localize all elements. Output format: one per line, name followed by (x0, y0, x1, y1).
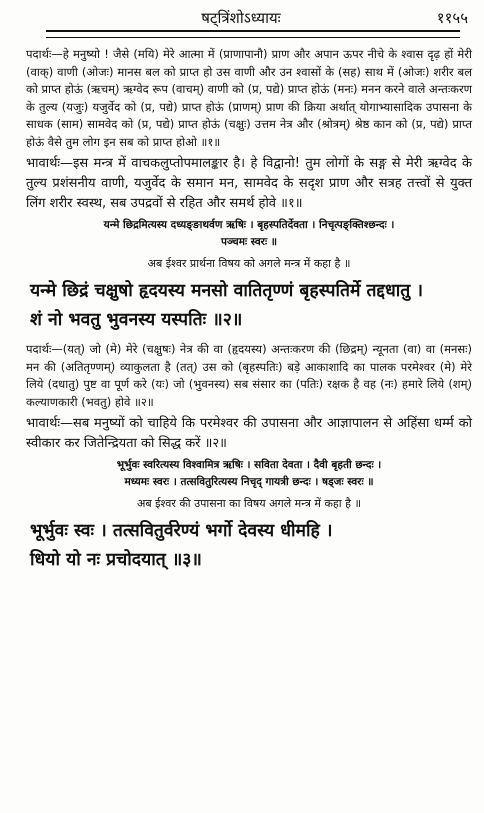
header-rule (46, 30, 460, 38)
mantra-2-line-1: यन्मे छिद्रं चक्षुषो हृदयस्य मनसो वातितृण्णं बृहस्पतिर्मे तद्दधातु । (30, 281, 423, 301)
padartha-mantra-2: पदार्थः—(यत्) जो (मे) मेरे (चक्षुषः) नेत्र की वा (हृदयस्य) अन्तःकरण की (छिद्रम्) न्यूनता (वा) वा (मनसः) मन की (अतितृण्णम्) व्याकुलता है (तत्) उस को (बृहस्पतिः) बड़े आकाशादि का पालक परमेश्वर (मे) मेरे लिये (दधातु) पुष्ट वा पूर्ण करे (यः) जो (भुवनस्य) सब संसार का (पतिः) रक्षक है वह (नः) हमारे लिये (शम्) कल्याणकारी (भवतु) होवे ॥२॥ (26, 342, 472, 409)
bhavartha-mantra-1: भावार्थः—इस मन्त्र में वाचकलुप्तोपमालङ्कार है। हे विद्वानो! तुम लोगों के सङ्ग से मेरी ऋग्वेद के तुल्य प्रशंसनीय वाणी, यजुर्वेद के समान मन, सामवेद के सदृश प्राण और सत्रह तत्त्वों से युक्त लिंग शरीर स्वस्थ, सब उपद्रवों से रहित और समर्थ होवे ॥१॥ (26, 156, 472, 211)
intro-mantra-3: अब ईश्वर की उपासना का विषय अगले मन्त्र में कहा है ॥ (136, 497, 362, 510)
page-header (10, 8, 472, 38)
rishi-line-mantra-2: यन्मे छिद्रमित्यस्य दध्यङ्ङाथर्वण ऋषिः । बृहस्पतिर्देवता । निचृत्पङ्क्तिश्छन्दः । (103, 219, 395, 231)
running-title: षट्त्रिंशोऽध्यायः (201, 9, 281, 27)
rishi-line-mantra-3: भूर्भुवः स्वरित्यस्य विश्वामित्र ऋषिः । सविता देवता । दैवी बृहती छन्दः । (116, 459, 382, 471)
intro-mantra-2: अब ईश्वर प्रार्थना विषय को अगले मन्त्र में कहा है ॥ (147, 257, 351, 270)
svara-line-mantra-2: पञ्चमः स्वरः ॥ (220, 236, 278, 248)
mantra-3-line-1: भूर्भुवः स्वः । तत्सवितुर्वरेण्यं भर्गो देवस्य धीमहि । (30, 521, 333, 541)
bhavartha-mantra-2: भावार्थः—सब मनुष्यों को चाहिये कि परमेश्वर की उपासना और आज्ञापालन से अहिंसा धर्म्म को स्वीकार कर जितेन्द्रियता को सिद्ध करें ॥२॥ (26, 416, 472, 451)
page-number: ११५५ (436, 9, 468, 27)
padartha-mantra-1: पदार्थः—हे मनुष्यो ! जैसे (मयि) मेरे आत्मा में (प्राणापानौ) प्राण और अपान ऊपर नीचे के श्वास दृढ़ हों मेरी (वाक्) वाणी (ओजः) मानस बल को प्राप्त हो उस वाणी और उन श्वासों के (सह) साथ में (ओजः) शरीर बल को प्राप्त होऊं (ऋचम्) ऋग्वेद रूप (वाचम्) वाणी को (प्र, पद्ये) प्राप्त होऊं (मनः) मनन करने वाले अन्तःकरण के तुल्य (यजुः) यजुर्वेद को (प्र, पद्ये) प्राप्त होऊं (प्राणम्) प्राण की क्रिया अर्थात् योगाभ्यासादिक उपासना के साधक (साम) सामवेद को (प्र, पद्ये) प्राप्त होऊं (चक्षुः) उत्तम नेत्र और (श्रोत्रम्) श्रेष्ठ कान को (प्र, पद्ये) प्राप्त होऊं वैसे तुम लोग इन सब को प्राप्त होओ ॥१॥ (26, 47, 472, 149)
svara-line-mantra-3: मध्यमः स्वरः । तत्सवितुरित्यस्य निचृद् गायत्री छन्दः । षड्जः स्वरः ॥ (124, 476, 374, 488)
mantra-3-line-2: धियो यो नः प्रचोदयात् ॥३॥ (30, 550, 202, 570)
page-body (26, 46, 472, 575)
mantra-2-line-2: शं नो भवतु भुवनस्य यस्पतिः ॥२॥ (30, 310, 243, 330)
